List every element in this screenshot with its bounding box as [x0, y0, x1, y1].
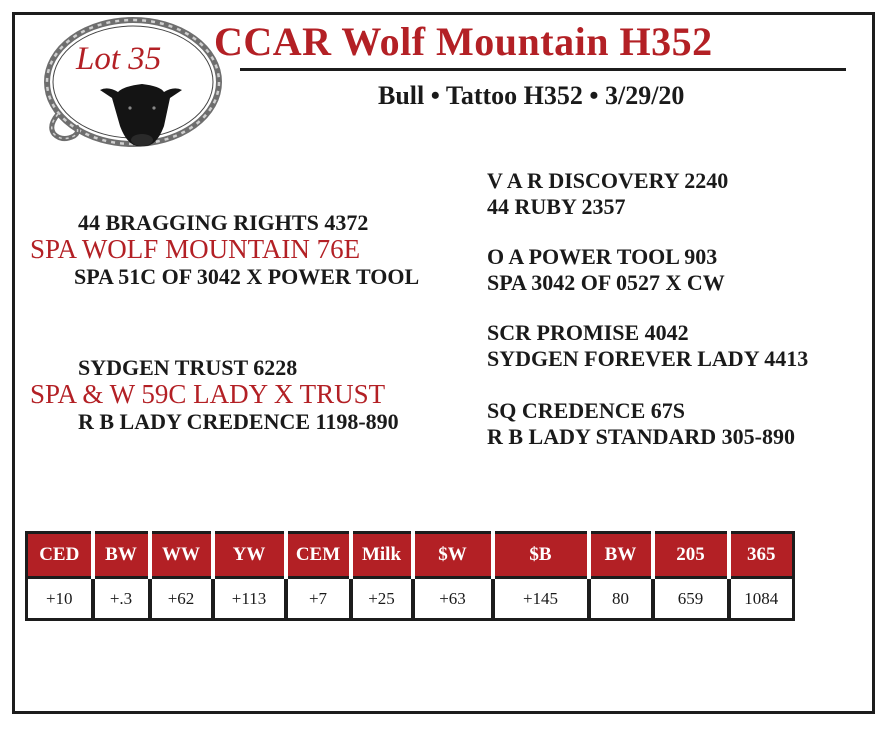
- sire-grandsire: 44 BRAGGING RIGHTS 4372: [78, 210, 369, 235]
- lot-logo: [38, 14, 228, 154]
- animal-name-title: CCAR Wolf Mountain H352: [214, 19, 713, 64]
- title-underline: [240, 68, 846, 71]
- great-grandsire-1: V A R DISCOVERY 2240: [487, 168, 729, 193]
- epd-header-milk: Milk: [351, 533, 413, 578]
- epd-value-205: 659: [653, 578, 729, 620]
- epd-value-milk: +25: [351, 578, 413, 620]
- epd-header-365: 365: [729, 533, 794, 578]
- animal-details-subtitle: Bull • Tattoo H352 • 3/29/20: [378, 81, 685, 110]
- epd-value-ced: +10: [27, 578, 93, 620]
- great-granddam-1: 44 RUBY 2357: [487, 194, 626, 219]
- dam-name: SPA & W 59C LADY X TRUST: [30, 379, 386, 409]
- epd-value-yw: +113: [213, 578, 286, 620]
- epd-value-cem: +7: [286, 578, 351, 620]
- epd-header-w-index: $W: [413, 533, 493, 578]
- epd-value-bw: +.3: [93, 578, 150, 620]
- sire-name: SPA WOLF MOUNTAIN 76E: [30, 234, 361, 264]
- great-grandsire-2: O A POWER TOOL 903: [487, 244, 718, 269]
- lot-number: Lot 35: [76, 41, 162, 77]
- epd-value-actual-bw: 80: [589, 578, 653, 620]
- epd-header-bw: BW: [93, 533, 150, 578]
- great-granddam-3: SYDGEN FOREVER LADY 4413: [487, 346, 809, 371]
- epd-value-b-index: +145: [493, 578, 589, 620]
- epd-header-ced: CED: [27, 533, 93, 578]
- epd-value-365: 1084: [729, 578, 794, 620]
- epd-header-cem: CEM: [286, 533, 351, 578]
- dam-granddam: R B LADY CREDENCE 1198-890: [78, 409, 399, 434]
- epd-value-ww: +62: [150, 578, 213, 620]
- epd-header-actual-bw: BW: [589, 533, 653, 578]
- epd-header-b-index: $B: [493, 533, 589, 578]
- epd-header-row: [27, 533, 794, 578]
- epd-value-row: [27, 578, 794, 620]
- epd-header-yw: YW: [213, 533, 286, 578]
- epd-header-205: 205: [653, 533, 729, 578]
- great-grandsire-3: SCR PROMISE 4042: [487, 320, 689, 345]
- epd-value-w-index: +63: [413, 578, 493, 620]
- great-granddam-2: SPA 3042 OF 0527 X CW: [487, 270, 725, 295]
- epd-table: [25, 531, 795, 621]
- dam-grandsire: SYDGEN TRUST 6228: [78, 355, 298, 380]
- sire-granddam: SPA 51C OF 3042 X POWER TOOL: [74, 264, 420, 289]
- great-grandsire-4: SQ CREDENCE 67S: [487, 398, 686, 423]
- great-granddam-4: R B LADY STANDARD 305-890: [487, 424, 796, 449]
- epd-header-ww: WW: [150, 533, 213, 578]
- rope-lasso-with-bull-head-icon: [38, 14, 228, 154]
